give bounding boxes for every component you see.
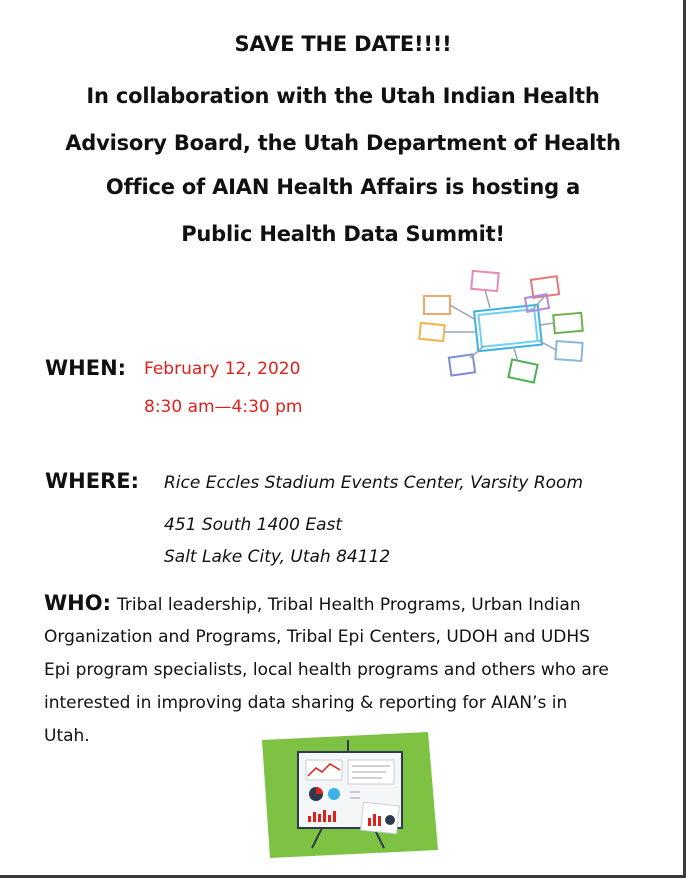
venue-name: Rice Eccles Stadium Events Center, Varsity Room xyxy=(164,473,584,493)
city-address: Salt Lake City, Utah 84112 xyxy=(164,547,391,567)
who-line-4: interested in improving data sharing & reporting for AIAN’s in xyxy=(44,693,568,713)
who-line-1 xyxy=(44,591,581,615)
event-date: February 12, 2020 xyxy=(144,359,301,379)
who-label: WHO: xyxy=(44,591,111,615)
who-text-1: Tribal leadership, Tribal Health Programs, Urban Indian xyxy=(117,595,581,615)
when-label: WHEN: xyxy=(45,356,127,380)
heading-line-2: In collaboration with the Utah Indian Health xyxy=(86,84,600,108)
network-diagram-icon xyxy=(418,270,588,390)
who-line-5: Utah. xyxy=(44,726,90,746)
presentation-board-icon xyxy=(262,732,438,858)
save-the-date-heading: SAVE THE DATE!!!! xyxy=(234,32,452,56)
event-time: 8:30 am—4:30 pm xyxy=(144,397,303,417)
who-line-3: Epi program specialists, local health programs and others who are xyxy=(44,660,609,680)
who-line-2: Organization and Programs, Tribal Epi Centers, UDOH and UDHS xyxy=(44,627,590,647)
street-address: 451 South 1400 East xyxy=(164,515,343,535)
heading-line-4: Office of AIAN Health Affairs is hosting a xyxy=(105,175,581,199)
heading-line-3: Advisory Board, the Utah Department of Health xyxy=(65,131,621,155)
heading-line-5: Public Health Data Summit! xyxy=(181,222,505,246)
where-label: WHERE: xyxy=(45,469,139,493)
